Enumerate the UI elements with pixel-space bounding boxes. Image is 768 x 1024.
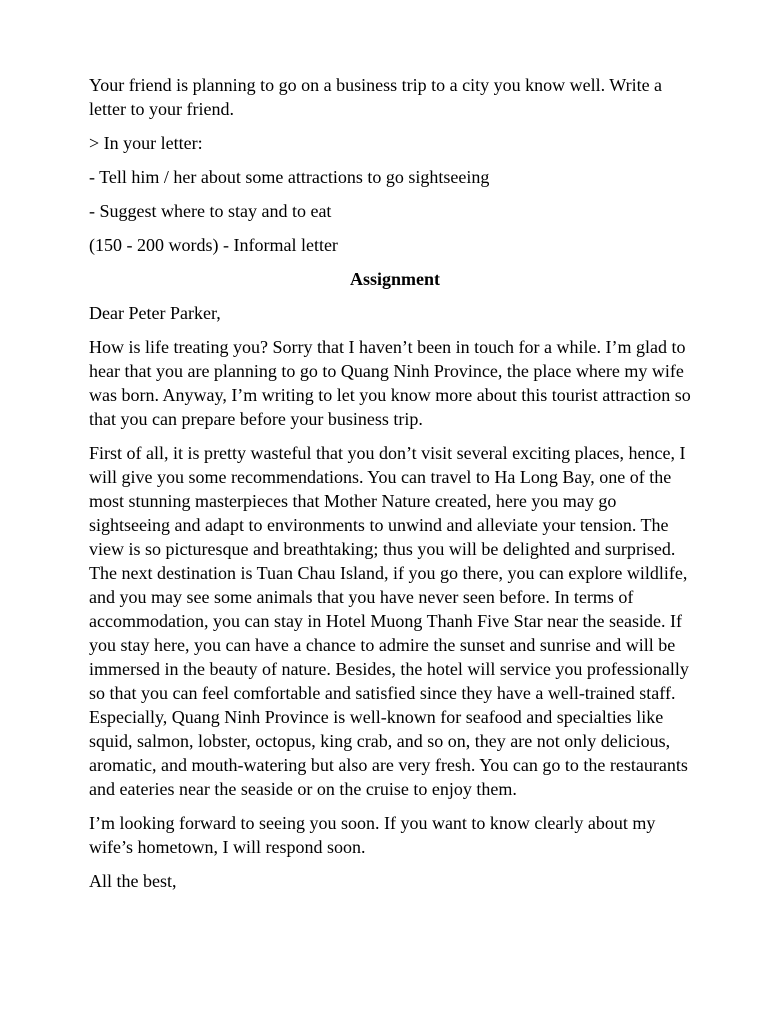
prompt-requirements: (150 - 200 words) - Informal letter bbox=[89, 235, 338, 255]
letter-paragraph-body: First of all, it is pretty wasteful that you don’t visit several exciting places, hence, I will give you some recommendations. You can travel to Ha Long Bay, one of the most stunning masterpieces that Mother Nature created, here you may go sightseeing and adapt to environments to unwind and alleviate your tension. The view is so picturesque and breathtaking; thus you will be delighted and surprised. The next destination is Tuan Chau Island, if you go there, you can explore wildlife, and you may see some animals that you have never seen before. In terms of accommodation, you can stay in Hotel Muong Thanh Five Star near the seaside. If you stay here, you can have a chance to admire the sunset and sunrise and will be immersed in the beauty of nature. Besides, the hotel will service you professionally so that you can feel comfortable and satisfied since they have a well-trained staff. Especially, Quang Ninh Province is well-known for seafood and specialties like squid, salmon, lobster, octopus, king crab, and so on, they are not only delicious, aromatic, and mouth-watering but also are very fresh. You can go to the restaurants and eateries near the seaside or on the cruise to enjoy them. bbox=[89, 443, 689, 799]
letter-paragraph-closing: I’m looking forward to seeing you soon. If you want to know clearly about my wife’s hometown, I will respond soon. bbox=[89, 813, 656, 857]
letter-salutation: Dear Peter Parker, bbox=[89, 303, 221, 323]
prompt-bullet-attractions: - Tell him / her about some attractions to go sightseeing bbox=[89, 167, 490, 187]
prompt-instructions-intro: > In your letter: bbox=[89, 133, 203, 153]
letter-paragraph-intro: How is life treating you? Sorry that I haven’t been in touch for a while. I’m glad to hear that you are planning to go to Quang Ninh Province, the place where my wife was born. Anyway, I’m writing to let you know more about this tourist attraction so that you can prepare before your business trip. bbox=[89, 337, 691, 429]
prompt-bullet-stay-eat: - Suggest where to stay and to eat bbox=[89, 201, 332, 221]
assignment-heading: Assignment bbox=[349, 269, 440, 289]
document-page bbox=[89, 73, 701, 903]
letter-signoff: All the best, bbox=[89, 871, 177, 891]
prompt-task: Your friend is planning to go on a business trip to a city you know well. Write a letter to your friend. bbox=[89, 75, 663, 119]
